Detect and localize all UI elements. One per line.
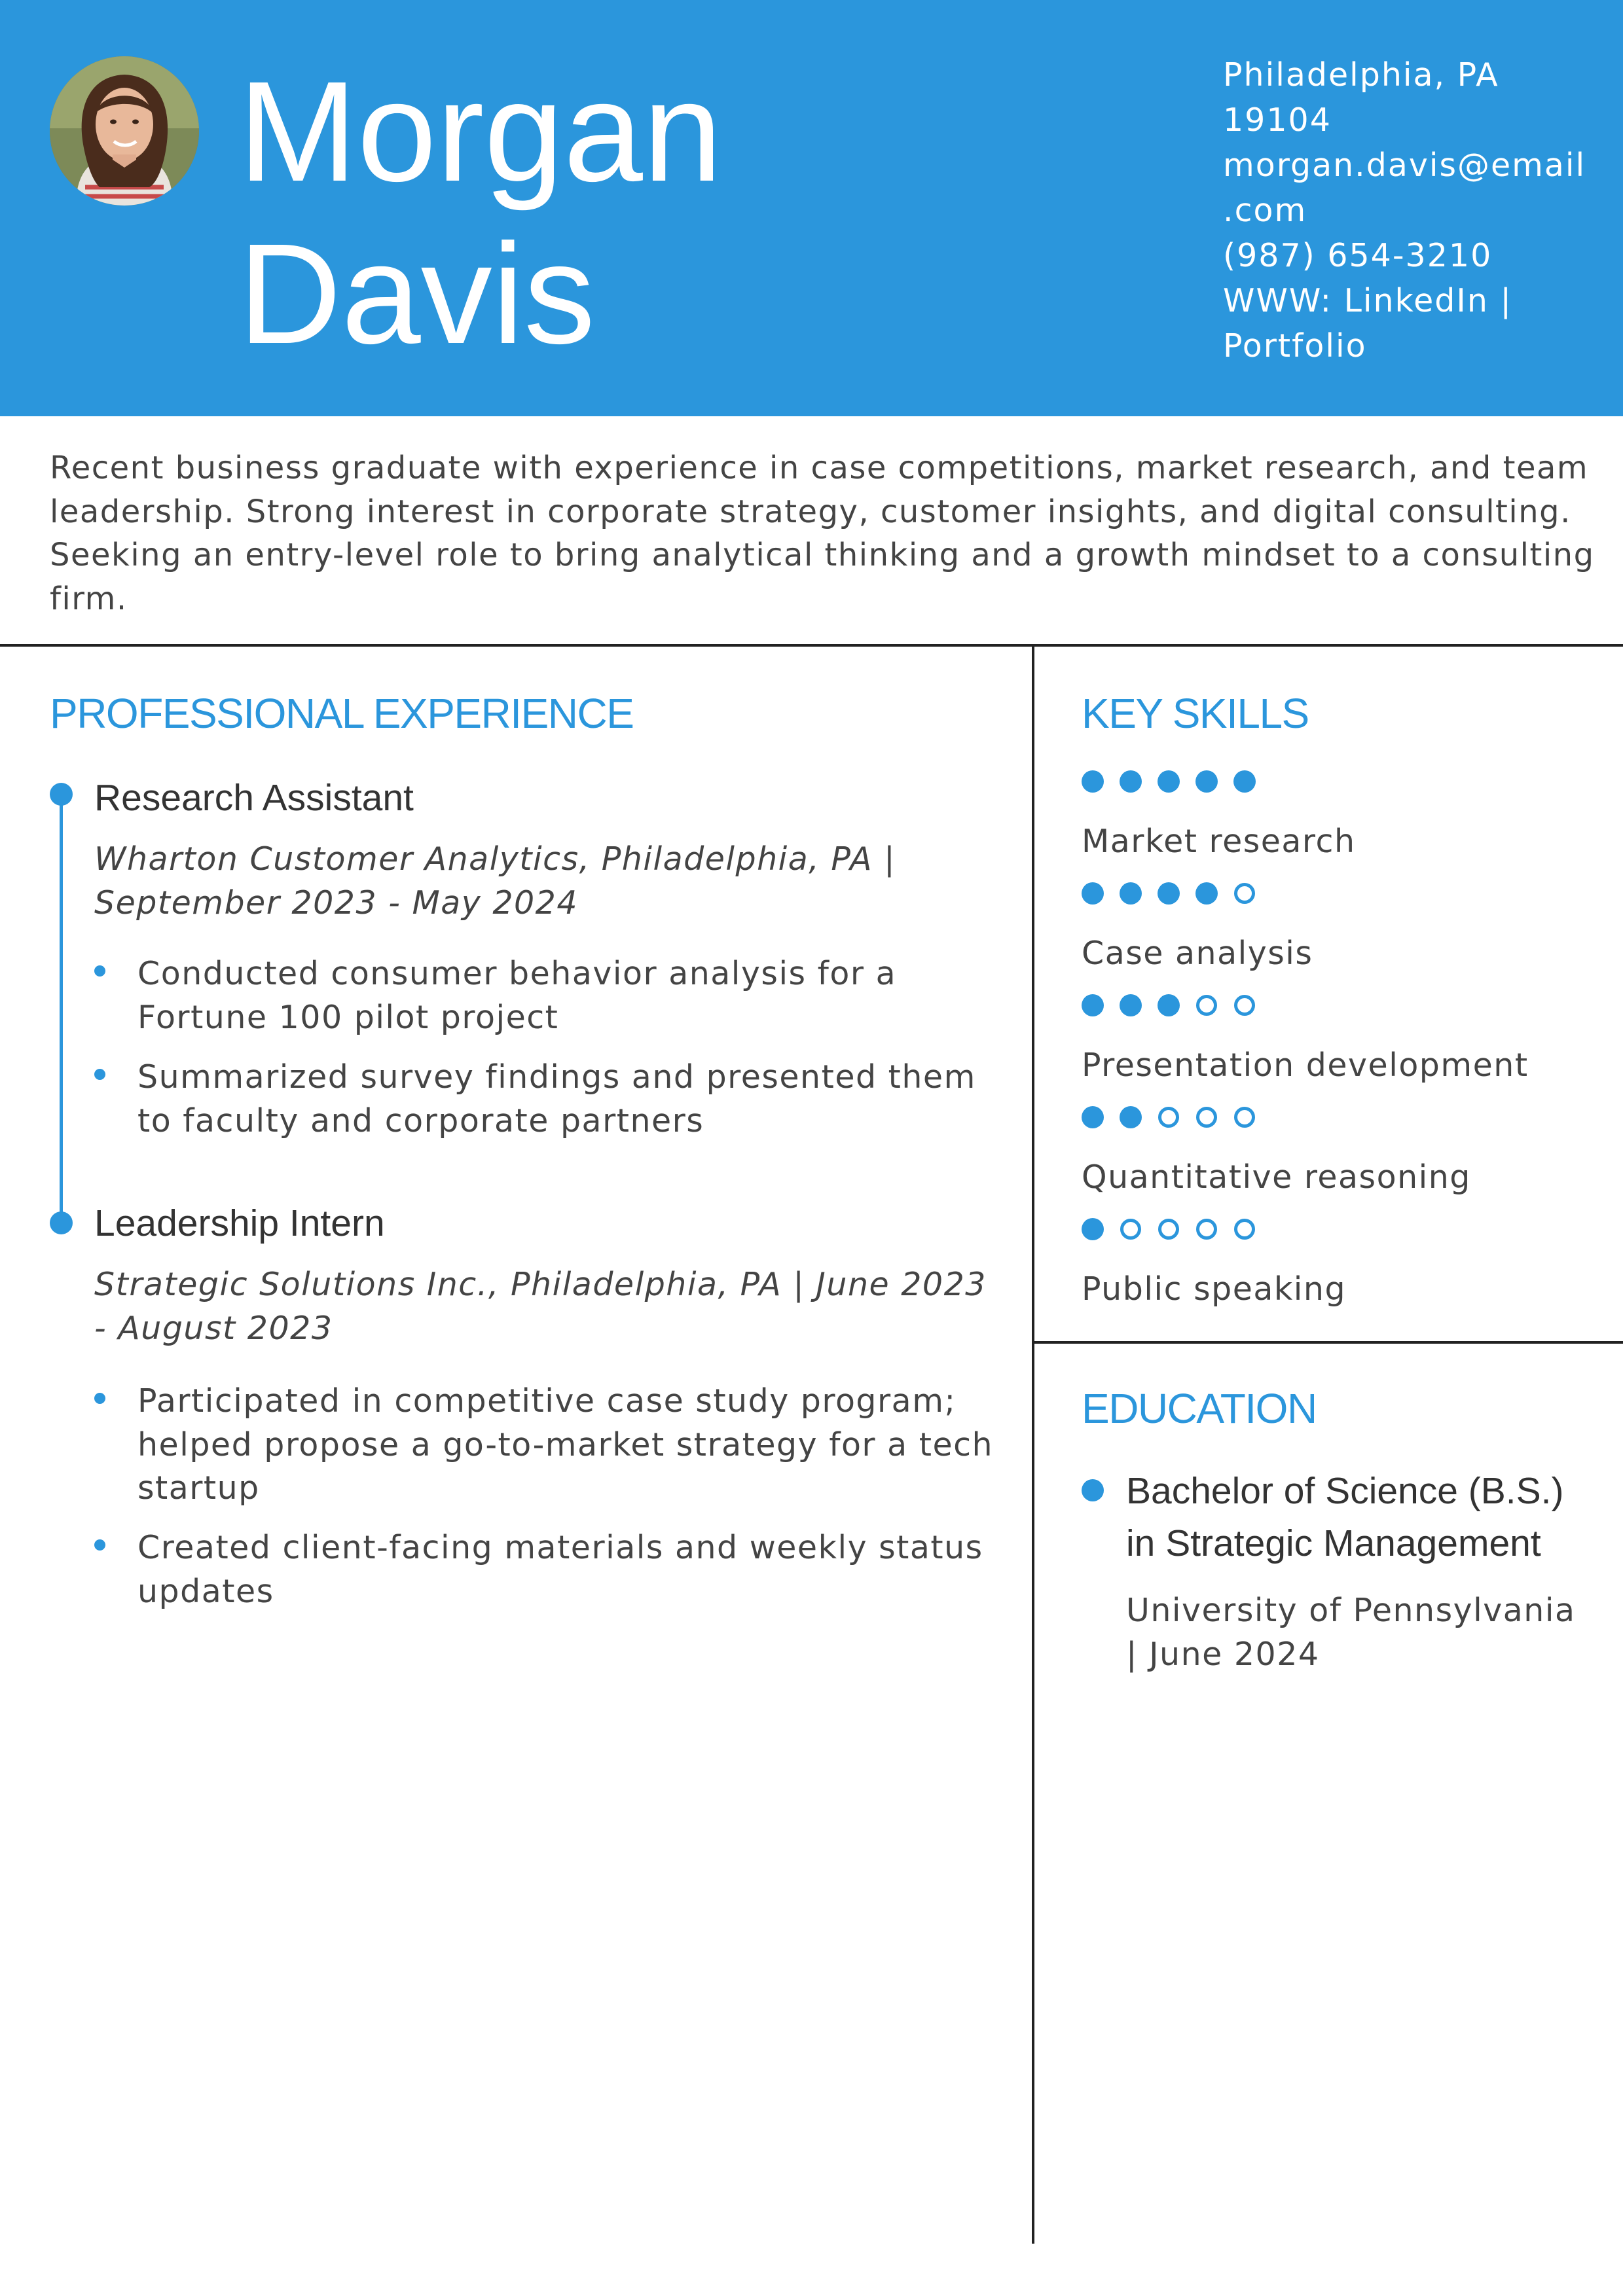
divider-horizontal — [0, 644, 1623, 647]
bullet-icon — [94, 1393, 105, 1404]
rating-dot-empty-icon — [1234, 995, 1255, 1016]
bullet-icon — [94, 1539, 105, 1551]
rating-dot-empty-icon — [1234, 883, 1255, 904]
web-links[interactable]: WWW: LinkedIn | — [1223, 282, 1513, 319]
email-link-continued[interactable]: .com — [1223, 192, 1307, 229]
summary-line: firm. — [50, 580, 128, 617]
rating-dot-empty-icon — [1196, 1107, 1217, 1128]
job-dates: September 2023 - May 2024 — [94, 884, 579, 922]
skill-label: Market research — [1082, 823, 1356, 860]
rating-dot-filled-icon — [1082, 882, 1104, 905]
rating-dot-empty-icon — [1234, 1219, 1255, 1240]
job-company: Wharton Customer Analytics, Philadelphia, PA | — [94, 840, 896, 878]
job-bullet — [137, 1056, 1015, 1143]
address-line: Philadelphia, PA — [1223, 56, 1499, 94]
summary-line: Seeking an entry-level role to bring analytical thinking and a growth mindset to a consulting — [50, 537, 1595, 573]
bullet-line: Fortune 100 pilot project — [137, 998, 559, 1036]
rating-dot-empty-icon — [1120, 1219, 1141, 1240]
job-title: Research Assistant — [94, 777, 414, 819]
job-dates: - August 2023 — [94, 1309, 333, 1347]
divider-skills-education — [1033, 1341, 1623, 1344]
bullet-line: startup — [137, 1469, 260, 1507]
name-last: Davis — [238, 215, 596, 374]
rating-dot-empty-icon — [1234, 1107, 1255, 1128]
rating-dot-filled-icon — [1120, 994, 1142, 1016]
summary — [50, 446, 1595, 620]
bullet-line: Created client-facing materials and weekly status — [137, 1529, 983, 1566]
skill-label: Quantitative reasoning — [1082, 1158, 1471, 1196]
education-heading: EDUCATION — [1082, 1385, 1317, 1432]
portfolio-link[interactable]: Portfolio — [1223, 327, 1367, 365]
bullet-icon — [94, 965, 105, 977]
avatar — [50, 56, 199, 206]
bullet-line: helped propose a go-to-market strategy for a tech — [137, 1426, 994, 1463]
job-meta — [94, 1263, 1011, 1350]
skills-heading: KEY SKILLS — [1082, 690, 1309, 737]
phone-number: (987) 654-3210 — [1223, 237, 1493, 274]
rating-dot-filled-icon — [1120, 882, 1142, 905]
rating-dot-filled-icon — [1120, 770, 1142, 793]
rating-dot-filled-icon — [1082, 994, 1104, 1016]
bullet-line: Summarized survey findings and presented them — [137, 1058, 976, 1096]
divider-vertical — [1032, 645, 1034, 2244]
graduation-date: | June 2024 — [1126, 1635, 1320, 1673]
bullet-line: to faculty and corporate partners — [137, 1102, 704, 1139]
rating-dot-filled-icon — [1158, 770, 1180, 793]
address-zip: 19104 — [1223, 101, 1332, 139]
job-meta — [94, 838, 1011, 925]
contact-info — [1223, 52, 1590, 368]
rating-dot-empty-icon — [1158, 1219, 1179, 1240]
skill-label: Presentation development — [1082, 1047, 1529, 1084]
skill-label: Case analysis — [1082, 935, 1313, 972]
rating-dot-empty-icon — [1196, 995, 1217, 1016]
rating-dot-filled-icon — [1158, 882, 1180, 905]
rating-dot-filled-icon — [1082, 1218, 1104, 1240]
degree-line: Bachelor of Science (B.S.) — [1126, 1470, 1564, 1512]
timeline-dot — [50, 783, 73, 806]
bullet-line: Participated in competitive case study program; — [137, 1382, 957, 1420]
header-banner — [0, 0, 1623, 416]
bullet-line: Conducted consumer behavior analysis for a — [137, 955, 897, 992]
bullet-icon — [94, 1069, 105, 1080]
job-company: Strategic Solutions Inc., Philadelphia, PA | June 2023 — [94, 1266, 987, 1303]
email-link[interactable]: morgan.davis@email — [1223, 147, 1586, 184]
timeline-dot — [50, 1211, 73, 1234]
summary-line: leadership. Strong interest in corporate strategy, customer insights, and digital consulting. — [50, 493, 1571, 530]
rating-dot-filled-icon — [1195, 882, 1218, 905]
rating-dot-filled-icon — [1233, 770, 1256, 793]
degree-line: in Strategic Management — [1126, 1522, 1541, 1564]
education-degree — [1126, 1465, 1584, 1570]
bullet-line: updates — [137, 1572, 274, 1610]
job-title: Leadership Intern — [94, 1202, 385, 1244]
timeline-line — [60, 794, 63, 1223]
job-bullet — [137, 1380, 1015, 1511]
rating-dot-filled-icon — [1082, 1106, 1104, 1128]
skill-label: Public speaking — [1082, 1270, 1347, 1308]
job-bullet — [137, 952, 1015, 1039]
summary-line: Recent business graduate with experience in case competitions, market research, and team — [50, 450, 1589, 486]
rating-dot-empty-icon — [1196, 1219, 1217, 1240]
profile-photo — [50, 56, 199, 206]
rating-dot-filled-icon — [1195, 770, 1218, 793]
rating-dot-empty-icon — [1158, 1107, 1179, 1128]
rating-dot-filled-icon — [1120, 1106, 1142, 1128]
job-bullet — [137, 1526, 1015, 1613]
candidate-name — [238, 51, 722, 376]
name-first: Morgan — [238, 52, 723, 211]
school-name: University of Pennsylvania — [1126, 1592, 1576, 1629]
education-school — [1126, 1589, 1584, 1676]
experience-heading: PROFESSIONAL EXPERIENCE — [50, 690, 634, 737]
rating-dot-filled-icon — [1158, 994, 1180, 1016]
rating-dot-filled-icon — [1082, 770, 1104, 793]
education-bullet-icon — [1082, 1479, 1104, 1501]
